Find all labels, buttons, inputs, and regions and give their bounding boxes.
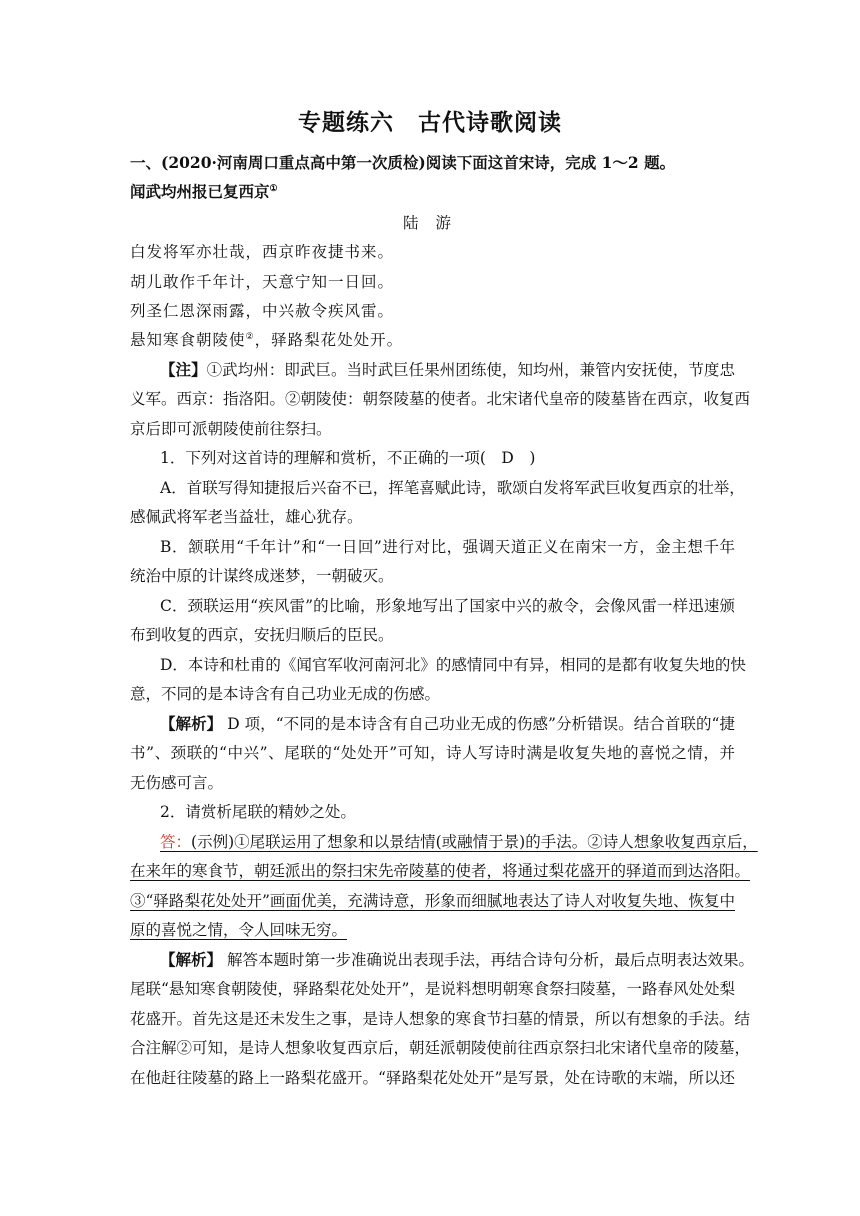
analysis-2-line: 花盛开。首先这是还未发生之事，是诗人想象的寒食节扫墓的情景，所以有想象的手法。结 [130, 1010, 751, 1028]
poem-line: 白发将军亦壮哉，西京昨夜捷书来。 [130, 243, 395, 261]
option-b: B．颔联用“千年计”和“一日回”进行对比，强调天道正义在南宋一方，金主想千年 [160, 538, 735, 556]
answer-2-line: 在来年的寒食节，朝廷派出的祭扫宋先帝陵墓的使者，将通过梨花盛开的驿道而到达洛阳。 [130, 862, 751, 880]
poem-line [130, 328, 735, 350]
page-title: 专题练六 古代诗歌阅读 [298, 110, 562, 136]
note-line: 京后即可派朝陵使前往祭扫。 [130, 420, 332, 438]
option-c-cont: 布到收复的西京，安抚归顺后的臣民。 [130, 626, 394, 644]
answer-2-line: 原的喜悦之情，令人回味无穷。 [130, 921, 348, 939]
option-d: D．本诗和杜甫的《闻官军收河南河北》的感情同中有异，相同的是都有收复失地的快 [160, 656, 746, 674]
analysis-tag: 【解析】 [160, 951, 223, 969]
analysis-2-line: 尾联“悬知寒食朝陵使，驿路梨花处处开”，是说料想明朝寒食祭扫陵墓，一路春风处处梨 [130, 980, 735, 998]
answer-2 [160, 830, 758, 852]
question-1-stem: 1．下列对这首诗的理解和赏析，不正确的一项( D ) [160, 449, 536, 467]
poem-line-part: ，驿路梨花处处开。 [254, 331, 404, 349]
note-tag: 【注】 [160, 361, 207, 379]
analysis-text: 解答本题时第一步准确说出表现手法，再结合诗句分析，最后点明表达效果。 [226, 951, 754, 969]
poem-line: 胡儿敢作千年计，天意宁知一日回。 [130, 273, 395, 291]
poem-title-text: 闻武均州报已复西京 [130, 182, 270, 201]
option-a: A．首联写得知捷报后兴奋不已，挥笔喜赋此诗，歌颂白发将军武巨收复西京的壮举， [160, 479, 745, 497]
answer-text: (示例)①尾联运用了想象和以景结情(或融情于景)的手法。②诗人想象收复西京后， [191, 833, 758, 851]
analysis-1 [160, 712, 735, 734]
note-line [160, 358, 735, 380]
footnote-marker: ② [245, 331, 255, 342]
poem-title [130, 180, 735, 202]
question-2-stem: 2．请赏析尾联的精妙之处。 [160, 803, 356, 821]
analysis-2-line: 合注解②可知，是诗人想象收复西京后，朝廷派朝陵使前往西京祭扫北宋诸代皇帝的陵墓， [130, 1039, 751, 1057]
option-a-cont: 感佩武将军老当益壮，雄心犹存。 [130, 508, 363, 526]
analysis-1-line: 无伤感可言。 [130, 774, 224, 792]
option-d-cont: 意，不同的是本诗含有自己功业无成的伤感。 [130, 685, 441, 703]
analysis-1-line: 书”、颈联的“中兴”、尾联的“处处开”可知，诗人写诗时满是收复失地的喜悦之情，并 [130, 744, 735, 762]
option-c: C．颈联运用“疾风雷”的比喻，形象地写出了国家中兴的赦令，会像风雷一样迅速颁 [160, 597, 735, 615]
analysis-text: D 项，“不同的是本诗含有自己功业无成的伤感”分析错误。结合首联的“捷 [227, 715, 735, 733]
option-b-cont: 统治中原的计谋终成迷梦，一朝破灭。 [130, 567, 394, 585]
analysis-2 [160, 948, 754, 970]
poem-line-part: 悬知寒食朝陵使 [130, 331, 246, 349]
answer-2-line: ③“驿路梨花处处开”画面优美，充满诗意，形象而细腻地表达了诗人对收复失地、恢复中 [130, 892, 735, 910]
analysis-tag: 【解析】 [160, 715, 223, 733]
poem-line: 列圣仁恩深雨露，中兴赦令疾风雷。 [130, 302, 395, 320]
note-line: 义军。西京：指洛阳。②朝陵使：朝祭陵墓的使者。北宋诸代皇帝的陵墓皆在西京，收复西 [130, 390, 751, 408]
answer-label: 答： [160, 833, 192, 851]
poem-author: 陆 游 [403, 214, 457, 232]
section-heading: 一、(2020·河南周口重点高中第一次质检)阅读下面这首宋诗，完成 1～2 题。 [130, 153, 676, 172]
footnote-marker: ① [269, 183, 278, 194]
analysis-2-line: 在他赶往陵墓的路上一路梨花盛开。“驿路梨花处处开”是写景，处在诗歌的末端，所以还 [130, 1069, 735, 1087]
note-text: ①武均州：即武巨。当时武巨任果州团练使，知均州，兼管内安抚使，节度忠 [206, 361, 735, 379]
